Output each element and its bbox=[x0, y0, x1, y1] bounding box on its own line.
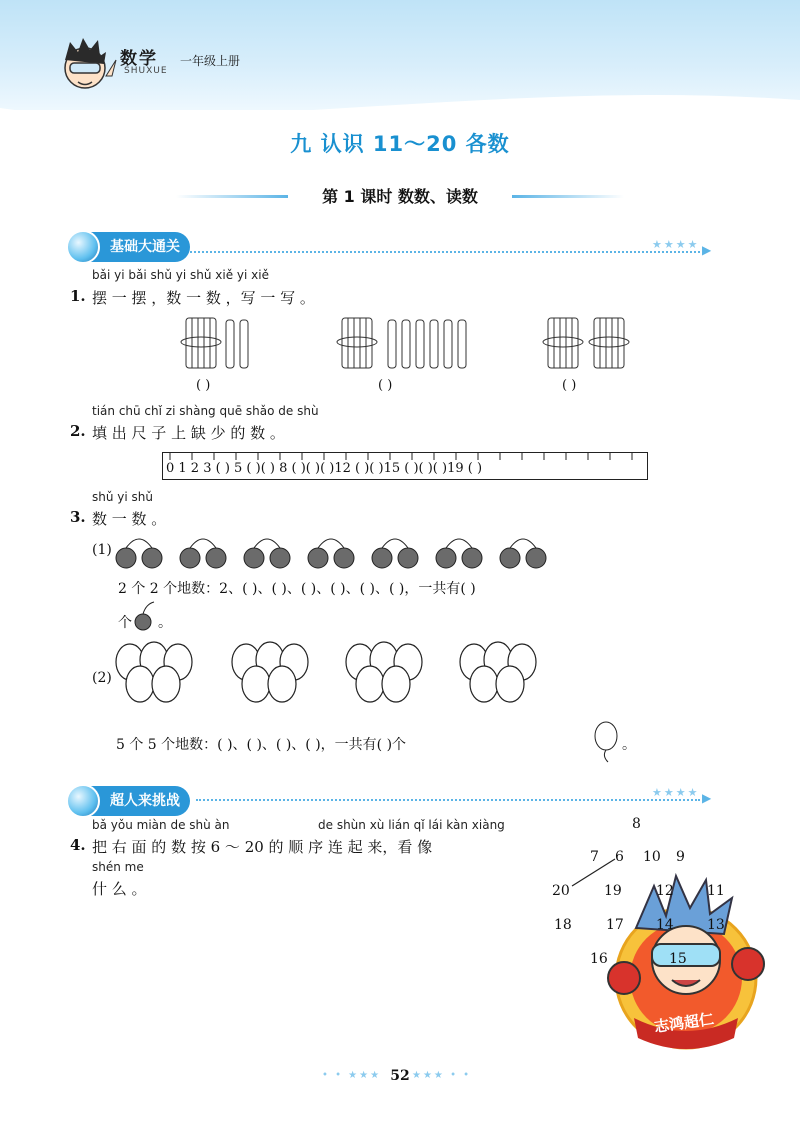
page-stars-left: • • ★★★ bbox=[322, 1070, 382, 1081]
dot-label: 18 bbox=[554, 917, 572, 933]
dot-label: 9 bbox=[676, 849, 685, 865]
lesson-title: 第 1 课时 数数、读数 bbox=[322, 187, 478, 206]
q3-pinyin: shǔ yi shǔ bbox=[92, 490, 153, 504]
chapter-title: 九 认识 11～20 各数 bbox=[290, 132, 510, 156]
q3-part1-label: (1) bbox=[92, 542, 112, 558]
dot-label: 11 bbox=[707, 883, 725, 899]
section-label: 基础大通关 bbox=[110, 239, 180, 255]
q1-text: 摆 一 摆 ，数 一 数 ，写 一 写 。 bbox=[92, 289, 315, 307]
balloons-illustration bbox=[112, 640, 552, 720]
dot-label: 19 bbox=[604, 883, 622, 899]
q4-number: 4. bbox=[70, 836, 86, 854]
q3-text: 数 一 数 。 bbox=[92, 510, 167, 528]
q2-text: 填 出 尺 子 上 缺 少 的 数 。 bbox=[92, 424, 285, 442]
q3-part1-line[interactable]: 2 个 2 个地数：2、( )、( )、( )、( )、( )、( )，一共有( ) bbox=[118, 581, 476, 597]
q3-part2-period: 。 bbox=[622, 737, 636, 753]
dot-label: 13 bbox=[707, 917, 725, 933]
q3-number: 3. bbox=[70, 508, 86, 526]
ruler-labels: 0 1 2 3 ( ) 5 ( )( ) 8 ( )( )( )12 ( )( )15 ( )( )( )19 ( ) bbox=[166, 461, 483, 476]
q1-answer-3[interactable]: ( ) bbox=[562, 378, 577, 393]
dot-label: 20 bbox=[552, 883, 570, 899]
dot-label: 15 bbox=[669, 951, 687, 967]
dot-label: 6 bbox=[615, 849, 624, 865]
q3-part2-line[interactable]: 5 个 5 个地数：( )、( )、( )、( )，一共有( )个 bbox=[116, 737, 407, 753]
section-dotted-line bbox=[196, 799, 700, 801]
dot-label: 12 bbox=[656, 883, 674, 899]
stars-decoration: ★★★★ bbox=[652, 786, 700, 799]
q4-pinyin-2: de shùn xù lián qǐ lái kàn xiàng bbox=[318, 818, 505, 832]
q2-number: 2. bbox=[70, 422, 86, 440]
q3-part1-unit: 个 bbox=[118, 615, 132, 631]
q4-pinyin-3: shén me bbox=[92, 860, 144, 874]
dot-label: 7 bbox=[590, 849, 599, 865]
q1-pinyin: bǎi yi bǎi shǔ yi shǔ xiě yi xiě bbox=[92, 268, 269, 282]
arrow-icon: ▶ bbox=[702, 791, 712, 805]
cherries-illustration bbox=[114, 530, 554, 570]
subject-title: 数学 bbox=[120, 49, 158, 69]
dot-label: 8 bbox=[632, 816, 641, 832]
globe-icon bbox=[66, 230, 100, 264]
mascot-sign: 志鸿超仁 bbox=[653, 1009, 716, 1037]
stars-decoration: ★★★★ bbox=[652, 238, 700, 251]
q3-part1-period: 。 bbox=[158, 615, 172, 631]
balloon-icon bbox=[592, 720, 620, 764]
dot-label: 16 bbox=[590, 951, 608, 967]
bundle-icon bbox=[181, 318, 221, 368]
page-number: 52 bbox=[390, 1068, 410, 1084]
q3-part2-label: (2) bbox=[92, 670, 112, 686]
arrow-icon: ▶ bbox=[702, 243, 712, 257]
section-label: 超人来挑战 bbox=[110, 793, 180, 809]
subject-pinyin: SHUXUE bbox=[124, 66, 168, 76]
balloon-group-icon bbox=[116, 642, 192, 702]
grade-label: 一年级上册 bbox=[180, 54, 241, 68]
q1-answer-2[interactable]: ( ) bbox=[378, 378, 393, 393]
mascot-icon bbox=[50, 30, 120, 100]
q2-pinyin: tián chū chǐ zi shàng quē shǎo de shù bbox=[92, 404, 319, 418]
cherry-pair-icon bbox=[116, 539, 162, 568]
divider-right bbox=[512, 195, 624, 198]
connect-line bbox=[560, 854, 620, 894]
dot-label: 10 bbox=[643, 849, 661, 865]
q1-answer-1[interactable]: ( ) bbox=[196, 378, 211, 393]
q1-number: 1. bbox=[70, 287, 86, 305]
dot-label: 14 bbox=[656, 917, 674, 933]
dot-label: 17 bbox=[606, 917, 624, 933]
globe-icon bbox=[66, 784, 100, 818]
section-dotted-line bbox=[190, 251, 700, 253]
page-stars-right: ★★★ • • bbox=[412, 1070, 472, 1081]
q4-text: 把 右 面 的 数 按 6 ～ 20 的 顺 序 连 起 来，看 像 bbox=[92, 838, 433, 856]
sticks-illustration bbox=[180, 312, 640, 372]
q4-pinyin-1: bǎ yǒu miàn de shù àn bbox=[92, 818, 230, 832]
q4-text-2: 什 么 。 bbox=[92, 880, 147, 898]
cherry-icon bbox=[132, 600, 158, 632]
